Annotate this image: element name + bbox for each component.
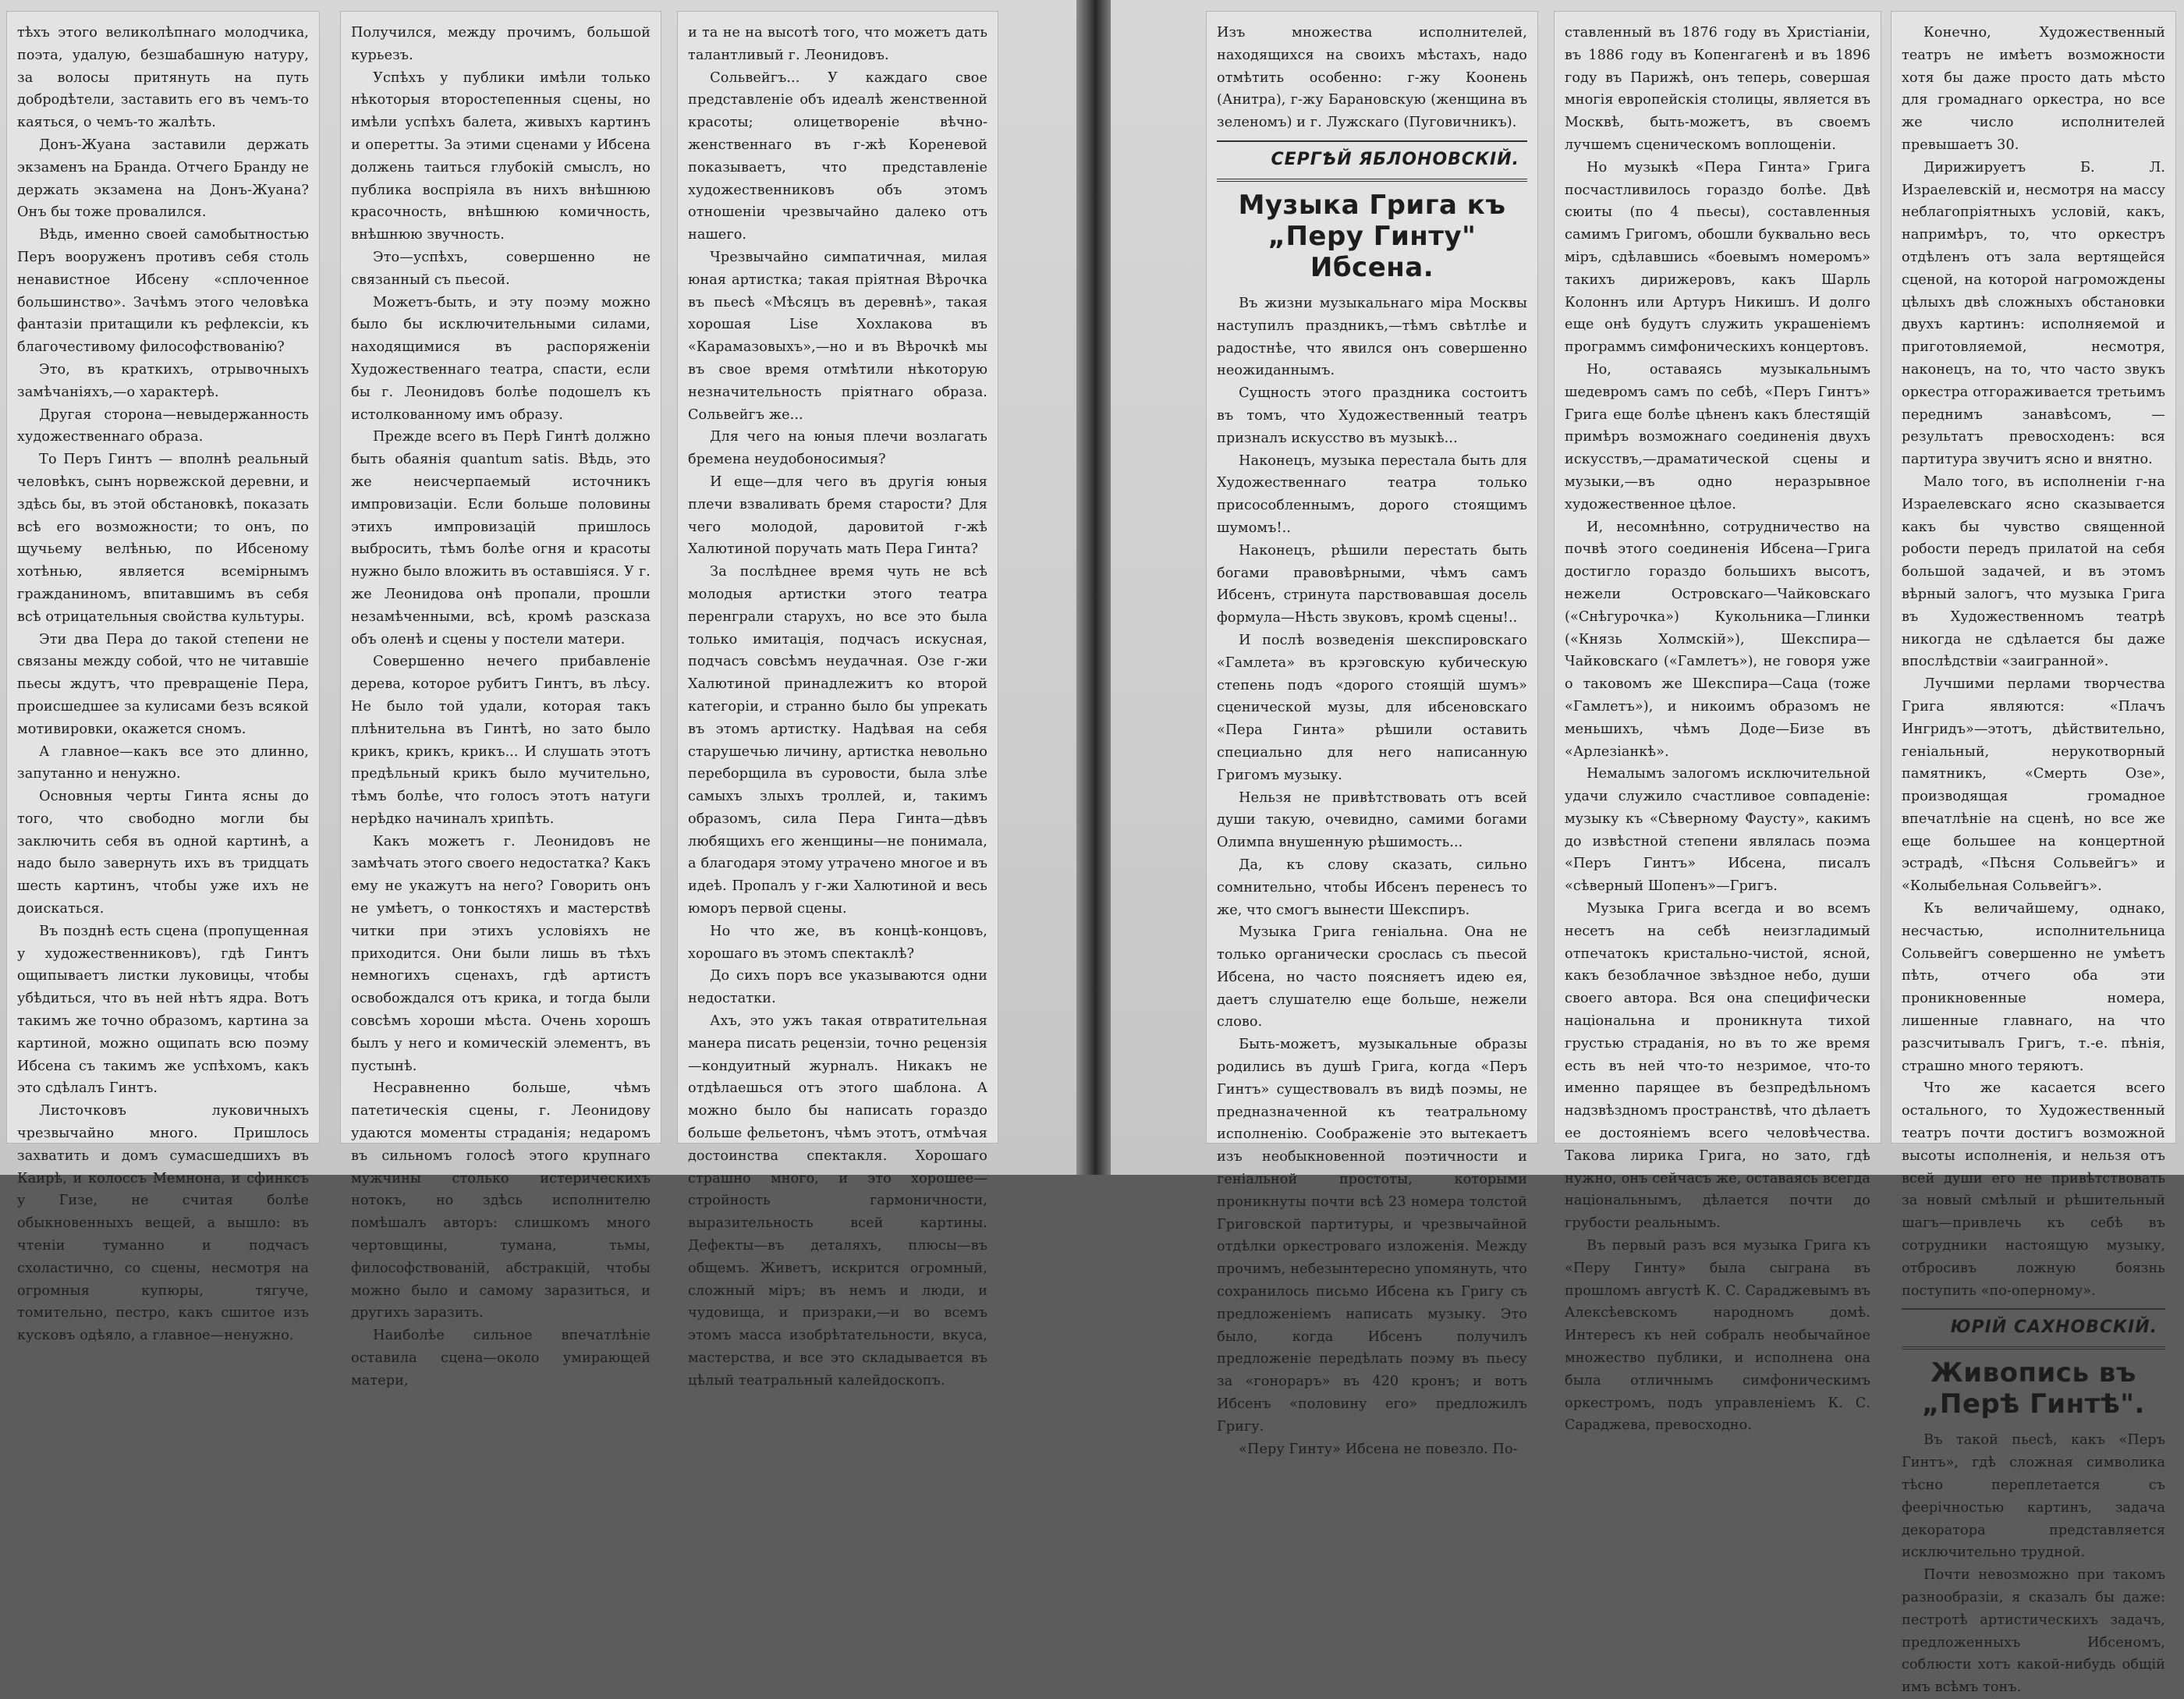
paragraph: Наконецъ, рѣшили перестать быть богами правовѣрными, чѣмъ самъ Ибсенъ, стринута парствовавшая досель формула—Нѣсть звуковъ, кромѣ сцены!.. [1217,542,1527,626]
paragraph: Почти невозможно при такомъ разнообразіи, я сказалъ бы даже: пестротѣ артистическихъ задачъ, предложенныхъ Ибсеномъ, соблюсти хотъ какой-нибудь общій имъ всѣмъ тонъ. [1902,1567,2165,1696]
paragraph: А главное—какъ все это длинно, запутанно и ненужно. [17,743,309,782]
paragraph: Получился, между прочимъ, большой курьезъ. [351,25,651,63]
book-gutter [1076,0,1111,1175]
author-signature: ЮРІЙ САХНОВСКІЙ. [1950,1318,2157,1338]
paragraph: Листочковъ луковичныхъ чрезвычайно много. Пришлось захватить и домъ сумасшедшихъ въ Каирѣ, и колоссъ Мемнона, и сфинксъ у Гизе, не считая болѣе обыкновенныхъ вещей, а вышло: въ чтеніи туманно и подчасъ схоластично, со сцены, несмотря на огромныя купюры, тягуче, томительно, пестро, какъ сшитое изъ кусковъ одѣяло, а главное—ненужно. [17,1103,309,1344]
author-signature: СЕРГѢЙ ЯБЛОНОВСКІЙ. [1271,149,1519,169]
paragraph: То Перъ Гинтъ — вполнѣ реальный человѣкъ, сынъ норвежской деревни, и здѣсь бы, въ этой обстановкѣ, показать всѣ его возможности; то онъ, по щучьему велѣнью, по Ибсеному хотѣнью, является всемірнымъ гражданиномъ, впитавшимъ въ себя всѣ отрицательныя свойства культуры. [17,452,309,625]
paragraph: До сихъ поръ все указываются одни недостатки. [688,968,987,1007]
paragraph: Музыка Грига геніальна. Она не только органически срослась съ пьесой Ибсена, но часто поясняетъ идею ея, даетъ слушателю еще больше, нежели слово. [1217,924,1527,1030]
paragraph: Вѣдь, именно своей самобытностью Перъ вооруженъ противъ себя столь ненавистное Ибсену «сплоченное большинство». Зачѣмъ этого человѣка фантазіи притащили къ рефлексіи, къ благочестивому философствованію? [17,227,309,356]
paragraph: и та не на высотѣ того, что можетъ дать талантливый г. Леонидовъ. [688,25,987,63]
paragraph: тѣхъ этого великолѣпнаго молодчика, поэта, удалую, безшабашную натуру, за волосы притянуть на путь добродѣтели, заставить его въ чемъ-то каяться, о чемъ-то жалѣть. [17,25,309,131]
paragraph: Это—успѣхъ, совершенно не связанный съ пьесой. [351,249,651,288]
right-column-2 [1554,11,1881,1434]
left-column-2 [340,11,661,1389]
paragraph: Но, оставаясь музыкальнымъ шедевромъ самъ по себѣ, «Перъ Гинтъ» Грига еще болѣе цѣненъ какъ блестящій примѣръ возможнаго соединенія двухъ искусствъ,—драматической сцены и музыки,—въ одно неразрывное художественное цѣлое. [1565,361,1870,513]
paragraph: Конечно, Художественный театръ не имѣетъ возможности хотя бы даже просто дать мѣсто для громаднаго оркестра, но все же число исполнителей превышаетъ 30. [1902,25,2165,153]
paragraph: ставленный въ 1876 году въ Христіаніи, въ 1886 году въ Копенгагенѣ и въ 1896 году въ Парижѣ, онъ теперь, совершая многія европейскія столицы, является въ Москвѣ, быть-можетъ, въ своемъ лучшемъ сценическомъ воплощеніи. [1565,25,1870,153]
paragraph: Донъ-Жуана заставили держать экзаменъ на Бранда. Отчего Бранду не держать экзамена на Донъ-Жуана? Онъ бы тоже провалился. [17,137,309,221]
paragraph: Въ жизни музыкальнаго міра Москвы наступилъ праздникъ,—тѣмъ свѣтлѣе и радостнѣе, что явился онъ совершенно неожиданнымъ. [1217,295,1527,379]
paragraph: Быть-можетъ, музыкальные образы родились въ душѣ Грига, когда «Перъ Гинтъ» существовалъ въ видѣ поэмы, не предназначенной къ театральному исполненію. Соображеніе это вытекаетъ изъ необыкновенной поэтичности и геніальной простоты, которыми проникнуты почти всѣ 23 номера толстой Григовской партитуры, и чрезвычайной отдѣлки оркестроваго изложенія. Между прочимъ, небезынтересно упомянуть, что сохранилось письмо Ибсена къ Григу съ предложеніемъ написать музыку. Это было, когда Ибсенъ получилъ предложеніе передѣлать поэму въ пьесу за «гонораръ» въ 420 кронъ; и вотъ Ибсенъ «половину его» предложилъ Григу. [1217,1037,1527,1435]
paragraph: Въ первый разъ вся музыка Грига къ «Перу Гинту» была сыграна въ прошломъ августѣ К. С. Сараджевымъ въ Алексѣевскомъ народномъ домѣ. Интересъ къ ней собралъ необычайное множество публики, и исполнена она была отличнымъ симфоническимъ оркестромъ, подъ управленіемъ К. С. Сараджева, превосходно. [1565,1238,1870,1434]
paragraph: Это, въ краткихъ, отрывочныхъ замѣчаніяхъ,—о характерѣ. [17,361,309,400]
paragraph: Нельзя не привѣтствовать отъ всей души такую, очевидно, самими богами Олимпа внушенную рѣшимость... [1217,789,1527,851]
paragraph: Основныя черты Гинта ясны до того, что свободно могли бы заключить себя въ одной картинѣ, а надо было завернуть ихъ въ тридцать шесть картинъ, чтобы уже ихъ не доискаться. [17,789,309,917]
paragraph: Изъ множества исполнителей, находящихся на своихъ мѣстахъ, надо отмѣтить особенно: г-жу Коонень (Анитра), г-жу Барановскую (женщина въ зеленомъ) и г. Лужскаго (Пуговичникъ). [1217,25,1527,131]
paragraph: Эти два Пера до такой степени не связаны между собой, что не читавшіе пьесы ждутъ, что превращеніе Пера, происшедшее за кулисами безъ всякой мотивировки, окажется сномъ. [17,631,309,737]
paragraph: Мало того, въ исполненіи г-на Израелевскаго ясно сказывается какъ бы чувство священной робости передъ прилатой на себя большой задачей, и въ этомъ вѣрный залогъ, что музыка Грига въ Художественномъ театрѣ никогда не сдѣлается бы даже впослѣдствіи «заигранной». [1902,474,2165,670]
paragraph: Что же касается всего остального, то Художественный театръ почти достигъ возможной высоты исполненія, и нельзя отъ всей души его не привѣтствовать за новый смѣлый и рѣшительный шагъ—привлечь къ себѣ въ сотрудники настоящую музыку, отбросивъ ложную боязнь поступить «по-оперному». [1902,1080,2165,1299]
paragraph: Музыка Грига всегда и во всемъ несетъ на себѣ неизгладимый отпечатокъ кристально-чистой, ясной, какъ безоблачное звѣздное небо, души своего автора. Вся она специфически національна и проникнута тихой грустью страданія, но въ то же время есть въ ней что-то незримое, что-то именно парящее въ безпредѣльномъ надзвѣздномъ пространствѣ, что дѣлаетъ ее достояніемъ всего человѣчества. Такова лирика Грига, но зато, гдѣ нужно, онъ сейчасъ же, оставаясь всегда національнымъ, дѣлается почти до грубости реальнымъ. [1565,901,1870,1232]
right-newspaper-page [1111,0,2184,1696]
article-headline: Живопись въ „Перѣ Гинтѣ". [1922,1357,2145,1421]
paragraph: Ахъ, это ужъ такая отвратительная манера писать рецензіи, точно рецензія—кондуитный журналъ. Никакъ не отдѣлаешься отъ этого шаблона. А можно было бы написать гораздо больше фельетонъ, чѣмъ этотъ, отмѣчая достоинства спектакля. Хорошаго страшно много, и это хорошее—стройность гармоничности, выразительность всей картины. Дефекты—въ деталяхъ, плюсы—въ общемъ. Живетъ, искрится огромный, сложный міръ; въ немъ и люди, и чудовища, и призраки,—и во всемъ этомъ масса изобрѣтательности, вкуса, мастерства, и все это складывается въ цѣлый театральный калейдоскопъ. [688,1013,987,1389]
paragraph: Да, къ слову сказать, сильно сомнительно, чтобы Ибсенъ перенесъ то же, что смогъ вынести Шекспиръ. [1217,857,1527,918]
paragraph: «Перу Гинту» Ибсена не повезло. По- [1239,1441,1518,1457]
paragraph: Немалымъ залогомъ исключительной удачи служило счастливое совпаденіе: музыку къ «Сѣверному Фаусту», какимъ до извѣстной степени являлась поэма «Перъ Гинтъ» Ибсена, писалъ «сѣверный Шопенъ»—Григъ. [1565,766,1870,895]
right-column-3 [1891,11,2176,1696]
divider [1902,1308,2165,1310]
paragraph: Несравненно больше, чѣмъ патетическія сцены, г. Леонидову удаются моменты страданія; недаромъ въ сильномъ голосѣ этого крупнаго мужчины столько истерическихъ нотокъ, но здѣсь исполнителю помѣшалъ авторъ: слишкомъ много чертовщины, тумана, тьмы, философствованій, абстракцій, чтобы можно было и самому заразиться, и другихъ заразить. [351,1080,651,1321]
paragraph: Другая сторона—невыдержанность художественнаго образа. [17,406,309,445]
paragraph: Наконецъ, музыка перестала быть для Художественнаго театра только присособленнымъ, дорого стоящимъ шумомъ!.. [1217,452,1527,536]
paragraph: И еще—для чего въ другія юныя плечи взваливать бремя старости? Для чего молодой, даровитой г-жѣ Халютиной поручать мать Пера Гинта? [688,474,987,558]
paragraph: Сольвейгъ... У каждаго свое представленіе объ идеалѣ женственной красоты; олицетвореніе вѣчно-женственнаго въ г-жѣ Кореневой показываетъ, что представленіе художественниковъ объ этомъ отношеніи чрезвычайно далеко отъ нашего. [688,69,987,243]
paragraph: Въ позднѣ есть сцена (пропущенная у художественниковъ), гдѣ Гинтъ ощипываетъ листки луковицы, чтобы убѣдиться, что въ ней нѣтъ ядра. Вотъ такимъ же точно образомъ, картина за картиной, можно ощипать всю поэму Ибсена съ такимъ же успѣхомъ, какъ это сдѣлалъ Гинтъ. [17,923,309,1097]
paragraph: Лучшими перлами творчества Грига являются: «Плачъ Ингридъ»—этотъ, дѣйствительно, геніальный, нерукотворный памятникъ, «Смерть Озе», производящая громадное впечатлѣніе на сценѣ, но все же еще большее на концертной эстрадѣ, «Пѣсня Сольвейгъ» и «Колыбельная Сольвейгъ». [1902,676,2165,895]
paragraph: Въ такой пьесѣ, какъ «Перъ Гинтъ», гдѣ сложная символика тѣсно переплетается съ феерічностью картинъ, задача декоратора представляется исключительно трудной. [1902,1432,2165,1561]
left-column-1 [6,11,320,1344]
paragraph: Успѣхъ у публики имѣли только нѣкоторыя второстепенныя сцены, но имѣли успѣхъ балета, живыхъ картинъ и оперетты. За этими сценами у Ибсена должень таиться глубокій смыслъ, но публика воспріяла въ нихъ внѣшнюю красочность, внѣшнюю комичность, внѣшнюю звучность. [351,69,651,243]
paragraph: За послѣднее время чуть не всѣ молодыя артистки этого театра перенграли старухъ, но все это была только имитація, подчасъ искусная, подчасъ совсѣмъ неудачная. Озе г-жи Халютиной принадлежитъ ко второй категоріи, и странно было бы упрекать въ этомъ артистку. Надѣвая на себя старушечью личину, артистка невольно переборщила въ суровости, была злѣе самыхъ злыхъ троллей, и, такимъ образомъ, сила Пера Гинта—дѣвъ любящихъ его женщины—не понимала, а благодаря этому утрачено многое и въ идеѣ. Пропалъ у г-жи Халютиной и весь юморъ первой сцены. [688,564,987,917]
paragraph: И, несомнѣнно, сотрудничество на почвѣ этого соединенія Ибсена—Грига достигло гораздо большихъ высотъ, нежели Островскаго—Чайковскаго («Снѣгурочка») Кукольника—Глинки («Князь Холмскій»), Шекспира—Чайковскаго («Гамлетъ»), не говоря уже о таковомъ же Шекспира—Саца (тоже «Гамлетъ»), и никоимъ образомъ не меньшихъ, чѣмъ Доде—Бизе въ «Арлезіанкѣ». [1565,519,1870,760]
paragraph: Но музыкѣ «Пера Гинта» Грига посчастливилось гораздо болѣе. Двѣ сюиты (по 4 пьесы), составленныя самимъ Григомъ, обошли буквально весь міръ, сдѣлавшись «боевымъ номеромъ» такихъ дирижеровъ, какъ Шарль Колоннъ или Артуръ Никишъ. И долго еще онѣ будутъ служить украшеніемъ программъ симфоническихъ концертовъ. [1565,159,1870,356]
paragraph: Наиболѣе сильное впечатлѣніе оставила сцена—около умирающей матери, [351,1328,651,1389]
divider [1217,179,1527,182]
paragraph: Чрезвычайно симпатичная, милая юная артистка; такая пріятная Вѣрочка въ пьесѣ «Мѣсяцъ въ деревнѣ», такая хорошая Lise Хохлакова въ «Карамазовыхъ»,—но и въ Вѣрочкѣ мы въ свое время отмѣтили нѣкоторую незначительность пріятнаго образа. Сольвейгъ же... [688,249,987,423]
paragraph: Какъ можетъ г. Леонидовъ не замѣчать этого своего недостатка? Какъ ему не укажутъ на него? Говорить онъ не умѣетъ, о тонкостяхъ и мастерствѣ читки при этихъ условіяхъ не приходится. Они были лишь въ тѣхъ немногихъ сценахъ, гдѣ артистъ освобождался отъ крика, и тогда были совсѣмъ хороши мѣста. Очень хорошъ былъ у него и комическій элементъ, въ пустынѣ. [351,833,651,1074]
paragraph: Къ величайшему, однако, несчастью, исполнительница Сольвейгъ совершенно не умѣетъ пѣть, отчего оба эти проникновенные номера, лишенные главнаго, на что разсчитывалъ Григъ, т.-е. пѣнія, страшно много теряютъ. [1902,901,2165,1074]
paragraph: Но что же, въ концѣ-концовъ, хорошаго въ этомъ спектаклѣ? [688,923,987,962]
paragraph: Совершенно нечего прибавленіе дерева, которое рубитъ Гинтъ, въ лѣсу. Не было той удали, которая такъ плѣнительна въ Гинтѣ, но зато было крикъ, крикъ, крикъ... И слушать этотъ предѣльный крикъ было мучительно, тѣмъ болѣе, что голосъ этотъ натуги нерѣдко начиналъ хрипѣть. [351,654,651,827]
right-column-1 [1206,11,1538,1457]
paragraph: И послѣ возведенія шекспировскаго «Гамлета» въ крэговскую кубическую степень подъ «дорого стоящій шумъ» сценической музы, для ибсеновскаго «Пера Гинта» рѣшили оставить специально для него написанную Григомъ музыку. [1217,632,1527,783]
left-newspaper-page [0,0,1076,1389]
article-headline: Музыка Грига къ „Перу Гинту" Ибсена. [1238,189,1506,283]
paragraph: Прежде всего въ Перѣ Гинтѣ должно быть обаянія quantum satis. Вѣдь, это же неисчерпаемый источникъ импровизаціи. Если больше половины этихъ импровизацій пришлось выбросить, тѣмъ болѣе огня и красоты нужно было вложить въ оставшіяся. У г. же Леонидова онѣ пропали, прошли незамѣченными, всѣ, кромѣ разсказа объ оленѣ и сцены у постели матери. [351,429,651,647]
divider [1902,1346,2165,1350]
left-column-3 [677,11,998,1389]
paragraph: Сущность этого праздника состоитъ въ томъ, что Художественный театръ призналъ искусство въ музыкѣ... [1217,385,1527,446]
paragraph: Можетъ-быть, и эту поэму можно было бы исключительными силами, находящимися въ распоряженіи Художественнаго театра, спасти, если бы г. Леонидовъ болѣе подошелъ къ истолкованному имъ образу. [351,294,651,423]
divider [1217,140,1527,142]
paragraph: Дирижируетъ Б. Л. Израелевскій и, несмотря на массу неблагопріятныхъ условій, какъ, напримѣръ, то, что оркестръ отдѣленъ отъ зала вертящейся сценой, на которой нагромождены цѣлыхъ двѣ сложныхъ обстановки двухъ картинъ: исполняемой и приготовляемой, несмотря, наконецъ, на то, что часто звукъ оркестра отгораживается третьимъ переднимъ занавѣсомъ, — результатъ превосходенъ: вся партитура звучитъ ясно и внятно. [1902,159,2165,468]
paragraph: Для чего на юныя плечи возлагать бремена неудобоносимыя? [688,429,987,468]
